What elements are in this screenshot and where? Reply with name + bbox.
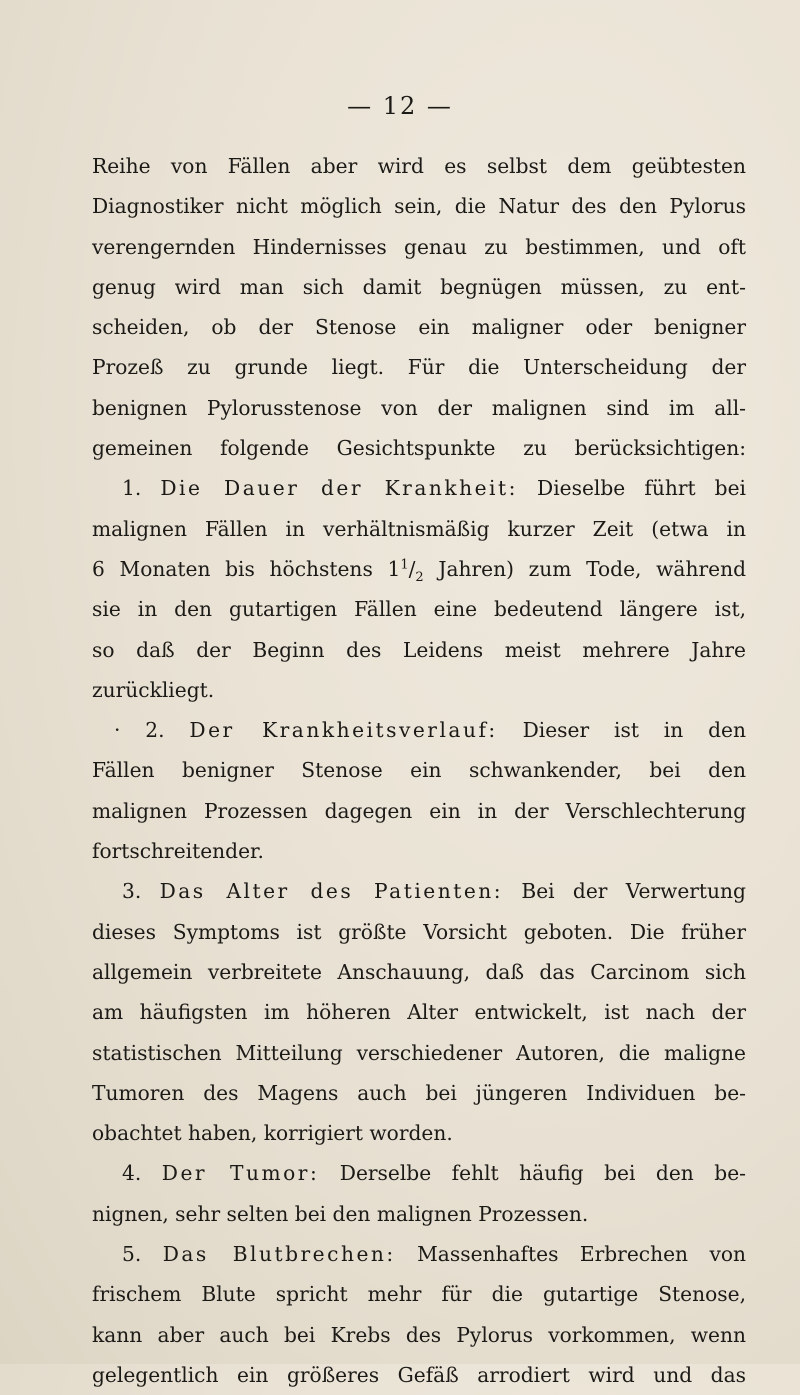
list-item-1-first-line bbox=[92, 468, 746, 508]
list-item-text: Derselbe fehlt häufig bei den be- bbox=[339, 1161, 746, 1186]
list-item-heading: Das Alter des Patienten: bbox=[159, 879, 504, 904]
text-line: sie in den gutartigen Fällen eine bedeutend längere ist, bbox=[92, 597, 746, 622]
text-line: Reihe von Fällen aber wird es selbst dem geübtesten bbox=[92, 154, 746, 178]
fraction-denominator: 2 bbox=[415, 570, 424, 585]
page-number: — 12 — bbox=[347, 92, 453, 120]
list-item-number: 4. bbox=[122, 1161, 142, 1186]
list-item-number: 5. bbox=[122, 1242, 142, 1267]
text-line: dieses Symptoms ist größte Vorsicht geboten. Die früher bbox=[92, 919, 746, 944]
text-line: Tumoren des Magens auch bei jüngeren Individuen be- bbox=[92, 1080, 746, 1105]
text-line: Prozeß zu grunde liegt. Für die Unterscheidung der bbox=[92, 355, 746, 380]
list-item-heading: Das Blutbrechen: bbox=[162, 1242, 396, 1267]
text-line: scheiden, ob der Stenose ein maligner oder benigner bbox=[92, 315, 746, 340]
text-line: am häufigsten im höheren Alter entwickelt, ist nach der bbox=[92, 1000, 746, 1025]
list-item-heading: Der Krankheitsverlauf: bbox=[189, 718, 498, 743]
text-line: genug wird man sich damit begnügen müssen, zu ent- bbox=[92, 274, 746, 299]
text-line: frischem Blute spricht mehr für die gutartige Stenose, bbox=[92, 1282, 746, 1307]
text-line-with-fraction: 6 Monaten bis höchstens $1^1/_2$ Jahren) zum Tode, während bbox=[92, 556, 746, 585]
list-item-text: Bei der Verwertung bbox=[521, 879, 746, 904]
list-item-5-first-line bbox=[92, 1234, 746, 1274]
text-fragment: 6 Monaten bis höchstens 1 bbox=[92, 556, 401, 581]
text-line: so daß der Beginn des Leidens meist mehrere Jahre bbox=[92, 637, 746, 662]
list-item-text: Dieselbe führt bei bbox=[537, 476, 747, 501]
body-text bbox=[92, 146, 746, 1395]
list-item-heading: Die Dauer der Krankheit: bbox=[160, 476, 518, 501]
list-item-3-first-line bbox=[92, 871, 746, 911]
text-line: nignen, sehr selten bei den malignen Prozessen. bbox=[92, 1201, 589, 1226]
text-line: verengernden Hindernisses genau zu bestimmen, und oft bbox=[92, 234, 746, 259]
text-line: kann aber auch bei Krebs des Pylorus vorkommen, wenn bbox=[92, 1322, 746, 1347]
text-line: gemeinen folgende Gesichtspunkte zu berücksichtigen: bbox=[92, 436, 746, 461]
list-item-text: Massenhaftes Erbrechen von bbox=[417, 1242, 747, 1267]
text-fragment: Jahren) zum Tode, während bbox=[423, 556, 746, 581]
text-line: gelegentlich ein größeres Gefäß arrodiert wird und das bbox=[92, 1362, 746, 1387]
list-item-number: · 2. bbox=[114, 718, 165, 743]
text-line: zurückliegt. bbox=[92, 677, 215, 702]
text-line: fortschreitender. bbox=[92, 839, 264, 864]
text-line: malignen Prozessen dagegen ein in der Verschlechterung bbox=[92, 798, 746, 823]
fraction-numerator: 1 bbox=[400, 557, 409, 573]
text-line: malignen Fällen in verhältnismäßig kurzer Zeit (etwa in bbox=[92, 516, 746, 541]
text-line: Diagnostiker nicht möglich sein, die Natur des den Pylorus bbox=[92, 194, 746, 219]
text-line: obachtet haben, korrigiert worden. bbox=[92, 1121, 453, 1146]
text-line: benignen Pylorusstenose von der malignen sind im all- bbox=[92, 395, 746, 420]
list-item-number: 1. bbox=[122, 476, 142, 501]
text-line: Fällen benigner Stenose ein schwankender, bei den bbox=[92, 758, 746, 783]
text-line: statistischen Mitteilung verschiedener Autoren, die maligne bbox=[92, 1040, 746, 1065]
list-item-4-first-line bbox=[92, 1153, 746, 1193]
text-line: allgemein verbreitete Anschauung, daß das Carcinom sich bbox=[92, 959, 746, 984]
list-item-number: 3. bbox=[122, 879, 142, 904]
list-item-heading: Der Tumor: bbox=[161, 1161, 320, 1186]
list-item-text: Dieser ist in den bbox=[522, 718, 746, 743]
list-item-2-first-line bbox=[92, 710, 746, 750]
